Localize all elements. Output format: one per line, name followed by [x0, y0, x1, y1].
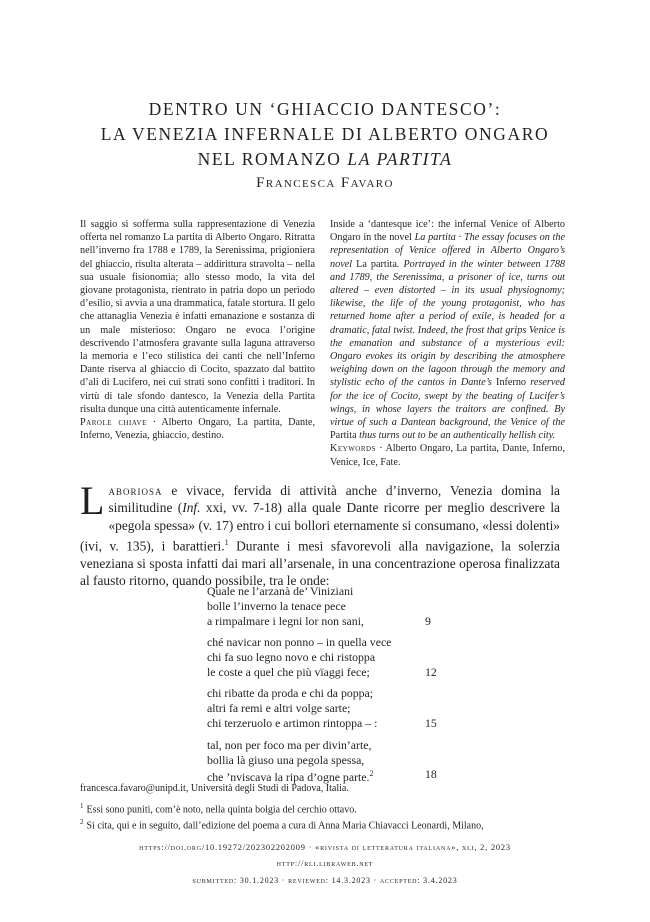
footnote-ref-2[interactable]: 2: [369, 769, 374, 779]
footnotes: [80, 782, 570, 833]
verse-line: che ’nviscava la ripa d’ogne parte.$^2$ 18: [207, 767, 437, 785]
verse-line: ché navicar non ponno – in quella vece: [207, 635, 392, 650]
journal-url[interactable]: http://rli.libraweb.net: [276, 859, 374, 868]
verse-line-number: 15: [425, 716, 437, 731]
verse-line: chi ribatte da proda e chi da poppa;: [207, 686, 374, 701]
verse-quotation: [207, 584, 437, 792]
keywords-italian: Parole chiave · Alberto Ongaro, La partita, Dante, Inferno, Venezia, ghiaccio, destino.: [80, 417, 315, 442]
verse-line: bolle l’inverno la tenace pece: [207, 598, 346, 613]
verse-stanza: [207, 686, 437, 731]
drop-cap: L: [80, 478, 105, 523]
footnote-1: $^1$ Essi sono puniti, com’è noto, nella quinta bolgia del cerchio ottavo.: [80, 801, 357, 815]
author-name: Francesca Favaro: [256, 175, 394, 191]
verse-line: chi fa suo legno novo e chi ristoppa: [207, 650, 376, 665]
verse-line: le coste a quel che più vïaggi fece; 12: [207, 665, 437, 680]
footnote-ref-1[interactable]: 1: [224, 537, 229, 547]
keywords-english: Keywords · Alberto Ongaro, La partita, Dante, Inferno, Venice, Ice, Fate.: [330, 443, 565, 468]
verse-line: tal, non per foco ma per divin’arte,: [207, 737, 372, 752]
abstract-italian: [80, 218, 315, 442]
author-affiliation: francesca.favaro@unipd.it, Università degli Studi di Padova, Italia.: [80, 783, 349, 794]
title-line-2: LA VENEZIA INFERNALE DI ALBERTO ONGARO: [100, 124, 550, 144]
verse-line-number: 18: [425, 767, 437, 782]
submission-dates: submitted: 30.1.2023 · reviewed: 14.3.2023 · accepted: 3.4.2023: [192, 876, 458, 885]
article-title: [40, 97, 610, 172]
abstract-english: [330, 218, 565, 469]
verse-line: altri fa remi e altri volge sarte;: [207, 701, 351, 716]
verse-stanza: [207, 635, 437, 680]
body-paragraph: Laboriosa e vivace, fervida di attività anche d’inverno, Venezia domina la similitudine (Inf. xxi, vv. 7-18) alla quale Dante ricorre per meglio descrivere la «pegola spessa» (v. 17) entro i cui bollori eternamente si consumano, «lessi dolenti» (ivi, v. 135), i barattieri.$^1$ Durante i mesi sfavorevoli alla navigazione, la solerzia veneziana si sposta infatti dai mari all’arsenale, in una concentrazione operosa finalizzata al fausto ritorno, quando possibile, tra le onde:: [80, 478, 561, 588]
verse-line: a rimpalmare i legni lor non sani, 9: [207, 614, 437, 629]
abstract-italian-text: Il saggio si sofferma sulla rappresentazione di Venezia offerta nel romanzo La partita di Alberto Ongaro. Ritratta nell’inverno fra 1788 e 1789, la Serenissima, prigioniera del ghiaccio, risulta alterata – addirittura stravolta – nella sua usuale fisionomia; allo stesso modo, la vita del giovane protagonista, rientrato in patria dopo un periodo d’esilio, si avvia a una drammatica, fatale stortura. Il gelo che attanaglia Venezia è infatti emanazione e sostanza di un male misterioso: Ongaro ne evoca l’origine descrivendo l’atmosfera gravante sulla laguna attraverso la memoria e l’eco stilistica dei canti che nell’Inferno Dante riserva al ghiaccio di Cocito, spazzato dal battito d’ali di Lucifero, nei cui strati sono confitti i traditori. In virtù di tale sfondo dantesco, la Venezia della Partita risulta dunque una città autenticamente infernale.: [80, 219, 315, 415]
title-line-3: NEL ROMANZO LA PARTITA: [197, 149, 453, 169]
verse-stanza: [207, 738, 437, 786]
footnote-2: $^2$ Si cita, qui e in seguito, dall’edizione del poema a cura di Anna Maria Chiavacci Leonardi, Milano,: [80, 818, 484, 832]
verse-line: bollia là giuso una pegola spessa,: [207, 752, 365, 767]
verse-line-number: 9: [425, 613, 431, 628]
verse-line: chi terzeruolo e artimon rintoppa – : 15: [207, 716, 437, 731]
verse-line: Quale ne l’arzanà de’ Viniziani: [207, 584, 354, 598]
doi-line[interactable]: https://doi.org/10.19272/202302202009 · «rivista di letteratura italiana», xli, 2, 2023: [139, 843, 511, 852]
abstract-english-text: Inside a ‘dantesque ice’: the infernal Venice of Alberto Ongaro in the novel La partita · The essay focuses on the representation of Venice offered in Alberto Ongaro’s novel La partita. Portrayed in the winter between 1788 and 1789, the Serenissima, a prisoner of ice, turns out altered – even distorted – in its usual physiognomy; likewise, the life of the young protagonist, who has returned home after a period of exile, is headed for a dramatic, fatal twist. Indeed, the frost that grips Venice is the emanation and substance of a mysterious evil: Ongaro evokes its origin by describing the atmosphere weighing down on the lagoon through the memory and stylistic echo of the cantos in Dante’s Inferno reserved for the ice of Cocito, swept by the beating of Lucifer’s wings, in whose layers the traitors are confined. By virtue of such a Dantean background, the Venice of the Partita thus turns out to be an authentically hellish city.: [330, 219, 566, 442]
verse-stanza: [207, 584, 437, 629]
title-line-1: DENTRO UN ‘GHIACCIO DANTESCO’:: [148, 99, 502, 119]
verse-line-number: 12: [425, 665, 437, 680]
